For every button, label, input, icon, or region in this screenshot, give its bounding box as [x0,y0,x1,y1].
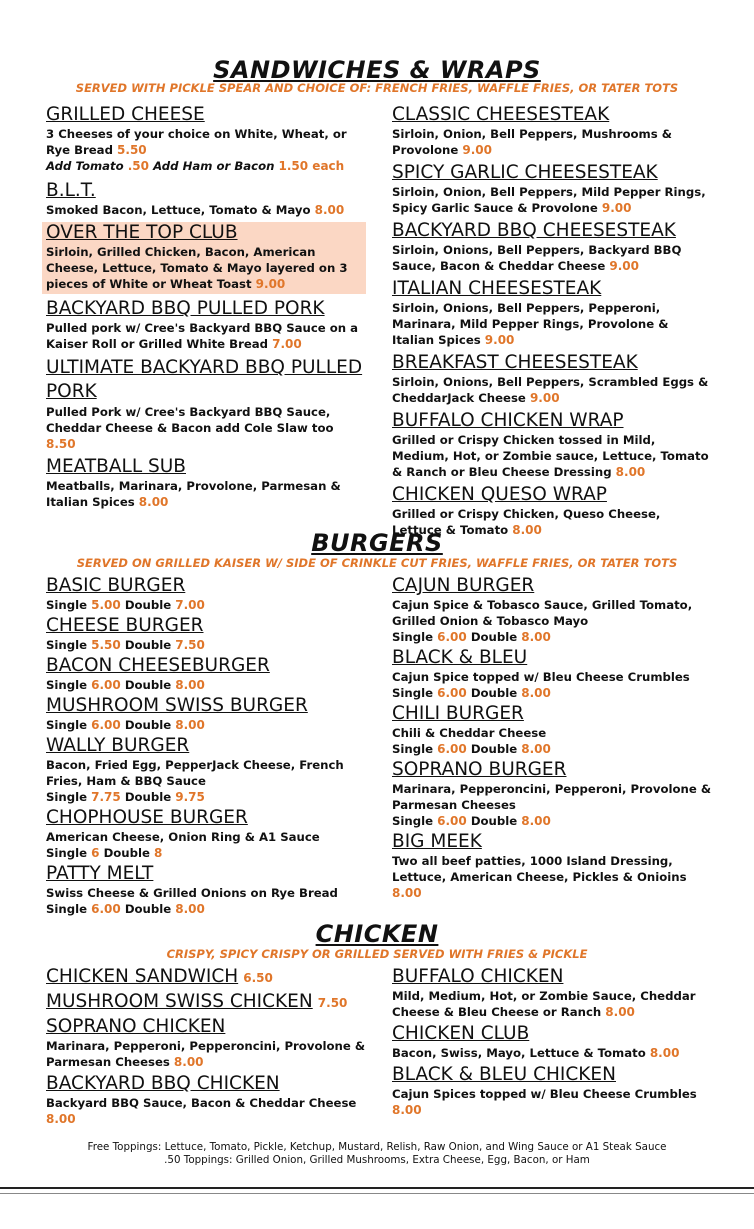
double-label: Double [470,686,518,700]
double-label: Double [470,742,518,756]
item-price: 8.00 [392,1103,422,1117]
item-name: CLASSIC CHEESESTEAK [392,104,610,125]
double-price: 8 [154,846,163,860]
menu-item-over-the-top-club [42,222,366,294]
menu-item-backyard-bbq-chicken [46,1073,366,1127]
burgers-left-column [46,575,366,917]
single-label: Single [392,686,434,700]
menu-item-cheese-burger [46,615,366,653]
item-desc: Bacon, Fried Egg, PepperJack Cheese, French Fries, Ham & BBQ Sauce [46,758,344,788]
item-name: WALLY BURGER [46,735,190,756]
single-label: Single [46,718,88,732]
item-name: BACKYARD BBQ CHEESESTEAK [392,220,676,241]
item-name: CAJUN BURGER [392,575,535,596]
sandwiches-right-column [392,104,712,538]
item-name: BACKYARD BBQ CHICKEN [46,1073,280,1094]
item-name: BUFFALO CHICKEN [392,966,564,987]
item-desc: Chili & Cheddar Cheese [392,726,547,740]
item-name: BLACK & BLEU CHICKEN [392,1064,616,1085]
item-name: MUSHROOM SWISS CHICKEN [46,991,313,1012]
sandwiches-left-column [46,104,364,510]
single-price: 6.00 [91,902,121,916]
double-price: 8.00 [175,678,205,692]
item-desc: Marinara, Pepperoncini, Pepperoni, Provolone & Parmesan Cheeses [392,782,712,812]
item-name: MUSHROOM SWISS BURGER [46,695,308,716]
toppings-footer [0,1141,754,1167]
single-price: 6.00 [91,718,121,732]
item-price: 9.00 [529,391,560,405]
double-label: Double [124,598,172,612]
menu-item-backyard-bbq-cheesesteak [392,220,712,274]
item-desc: Backyard BBQ Sauce, Bacon & Cheddar Cheese [46,1096,357,1110]
item-name: CHOPHOUSE BURGER [46,807,248,828]
item-price: 6.50 [243,971,273,985]
burgers-right-column [392,575,712,901]
item-price: 8.00 [392,886,422,900]
item-desc: Meatballs, Marinara, Provolone, Parmesan & Italian Spices [46,479,341,509]
single-label: Single [392,814,434,828]
item-name: SOPRANO CHICKEN [46,1016,226,1037]
item-desc: Pulled Pork w/ Cree's Backyard BBQ Sauce, Cheddar Cheese & Bacon add Cole Slaw too [46,405,334,435]
item-name: PATTY MELT [46,863,154,884]
menu-item-soprano-burger [392,759,712,829]
single-price: 6.00 [437,742,467,756]
single-label: Single [392,742,434,756]
single-label: Single [46,790,88,804]
burgers-subtitle: SERVED ON GRILLED KAISER W/ SIDE OF CRINKLE CUT FRIES, WAFFLE FRIES, OR TATER TOTS [76,556,678,570]
item-desc: Sirloin, Onions, Bell Peppers, Backyard BBQ Sauce, Bacon & Cheddar Cheese [392,243,682,273]
item-name: MEATBALL SUB [46,456,186,477]
menu-item-buffalo-chicken [392,966,712,1020]
menu-item-grilled-cheese [46,104,364,174]
menu-item-mushroom-swiss-burger [46,695,366,733]
menu-item-black-bleu-chicken [392,1064,712,1118]
chicken-subtitle: CRISPY, SPICY CRISPY OR GRILLED SERVED WITH FRIES & PICKLE [166,947,588,961]
single-label: Single [46,678,88,692]
item-desc: Sirloin, Onion, Bell Peppers, Mushrooms & Provolone [392,127,672,157]
double-label: Double [124,718,172,732]
item-price: 8.00 [138,495,169,509]
add-on-price: .50 [127,159,150,173]
double-price: 8.00 [521,814,551,828]
single-label: Single [46,638,88,652]
item-price: 7.50 [317,996,348,1010]
menu-item-big-meek [392,831,712,901]
item-name: SPICY GARLIC CHEESESTEAK [392,162,658,183]
item-price: 9.00 [462,143,492,157]
single-price: 5.50 [91,638,121,652]
double-label: Double [124,678,172,692]
double-price: 8.00 [521,742,551,756]
item-price: 9.00 [609,259,639,273]
item-price: 9.00 [255,277,286,291]
item-desc: Sirloin, Onions, Bell Peppers, Scrambled Eggs & CheddarJack Cheese [392,375,709,405]
item-name: BUFFALO CHICKEN WRAP [392,410,624,431]
single-price: 7.75 [91,790,121,804]
menu-item-black-bleu [392,647,712,701]
item-desc: Sirloin, Onions, Bell Peppers, Pepperoni, Marinara, Mild Pepper Rings, Provolone & Italian Spices [392,301,669,347]
add-on-note: Add Ham or Bacon [153,159,275,173]
item-desc: 3 Cheeses of your choice on White, Wheat, or Rye Bread [46,127,347,157]
single-price: 5.00 [91,598,121,612]
free-toppings-text: Free Toppings: Lettuce, Tomato, Pickle, Ketchup, Mustard, Relish, Raw Onion, and Wing Sauce or A1 Steak Sauce [87,1141,667,1153]
double-label: Double [470,814,518,828]
menu-item-basic-burger [46,575,366,613]
menu-item-breakfast-cheesesteak [392,352,712,406]
item-price: 5.50 [117,143,147,157]
double-label: Double [124,638,172,652]
item-price: 8.00 [173,1055,204,1069]
item-desc: Marinara, Pepperoni, Pepperoncini, Provolone & Parmesan Cheeses [46,1039,366,1069]
item-price: 8.00 [314,203,345,217]
item-price: 8.00 [649,1046,680,1060]
double-label: Double [124,790,172,804]
double-price: 8.00 [175,718,205,732]
menu-item-ultimate-bbq-pulled-pork [46,356,364,452]
item-name: GRILLED CHEESE [46,104,205,125]
item-price: 9.00 [484,333,515,347]
menu-item-wally-burger [46,735,366,805]
item-name: OVER THE TOP CLUB [46,222,238,243]
item-desc: Pulled pork w/ Cree's Backyard BBQ Sauce on a Kaiser Roll or Grilled White Bread [46,321,359,351]
sandwiches-subtitle: SERVED WITH PICKLE SPEAR AND CHOICE OF: FRENCH FRIES, WAFFLE FRIES, OR TATER TOTS [75,81,679,95]
item-desc: Smoked Bacon, Lettuce, Tomato & Mayo [46,203,311,217]
item-desc: Mild, Medium, Hot, or Zombie Sauce, Cheddar Cheese & Bleu Cheese or Ranch [392,989,696,1019]
single-price: 6.00 [91,678,121,692]
item-name: ULTIMATE BACKYARD BBQ PULLED PORK [46,357,363,402]
item-desc: Grilled or Crispy Chicken, Queso Cheese, Lettuce & Tomato [392,507,661,537]
item-name: BACON CHEESEBURGER [46,655,270,676]
item-name: CHILI BURGER [392,703,524,724]
double-label: Double [470,630,518,644]
menu-item-chophouse-burger [46,807,366,861]
single-label: Single [46,902,88,916]
double-price: 9.75 [175,790,205,804]
item-desc: Cajun Spice topped w/ Bleu Cheese Crumbles [392,670,690,684]
chicken-left-column [46,966,366,1127]
single-label: Single [46,846,88,860]
menu-item-mushroom-swiss-chicken [46,991,366,1013]
single-price: 6.00 [437,814,467,828]
single-label: Single [46,598,88,612]
item-price: 8.00 [512,523,542,537]
item-desc: Two all beef patties, 1000 Island Dressing, Lettuce, American Cheese, Pickles & Onioins [392,854,687,884]
menu-item-classic-cheesesteak [392,104,712,158]
item-desc: Cajun Spices topped w/ Bleu Cheese Crumbles [392,1087,697,1101]
add-on-price: 1.50 each [278,159,345,173]
chicken-right-column [392,966,712,1118]
double-price: 8.00 [521,686,551,700]
single-price: 6 [91,846,100,860]
item-desc: Bacon, Swiss, Mayo, Lettuce & Tomato [392,1046,646,1060]
sandwiches-title: SANDWICHES & WRAPS [213,56,541,84]
double-label: Double [103,846,150,860]
item-name: BLACK & BLEU [392,647,528,668]
menu-item-chicken-club [392,1023,712,1061]
menu-item-buffalo-chicken-wrap [392,410,712,480]
double-price: 8.00 [521,630,551,644]
single-label: Single [392,630,434,644]
item-name: BACKYARD BBQ PULLED PORK [46,298,325,319]
item-name: CHICKEN SANDWICH [46,966,239,987]
add-on-note: Add Tomato [46,159,124,173]
item-desc: Sirloin, Onion, Bell Peppers, Mild Pepper Rings, Spicy Garlic Sauce & Provolone [392,185,706,215]
item-desc: Sirloin, Grilled Chicken, Bacon, American Cheese, Lettuce, Tomato & Mayo layered on 3 pieces of White or Wheat Toast [46,245,348,291]
item-desc: Swiss Cheese & Grilled Onions on Rye Bread [46,886,338,900]
menu-item-cajun-burger [392,575,712,645]
item-name: CHEESE BURGER [46,615,204,636]
double-price: 7.00 [175,598,205,612]
double-price: 7.50 [175,638,205,652]
burgers-title: BURGERS [311,529,443,557]
menu-item-spicy-garlic-cheesesteak [392,162,712,216]
item-desc: Cajun Spice & Tobasco Sauce, Grilled Tomato, Grilled Onion & Tobasco Mayo [392,598,693,628]
item-price: 8.00 [46,1112,76,1126]
item-name: BREAKFAST CHEESESTEAK [392,352,638,373]
chicken-title: CHICKEN [315,920,439,948]
item-name: SOPRANO BURGER [392,759,567,780]
item-name: BIG MEEK [392,831,482,852]
item-name: ITALIAN CHEESESTEAK [392,278,602,299]
item-desc: Grilled or Crispy Chicken tossed in Mild, Medium, Hot, or Zombie sauce, Lettuce, Tomato & Ranch or Bleu Cheese Dressing [392,433,709,479]
item-price: 8.00 [615,465,646,479]
item-price: 7.00 [272,337,302,351]
paid-toppings-text: .50 Toppings: Grilled Onion, Grilled Mushrooms, Extra Cheese, Egg, Bacon, or Ham [164,1154,590,1166]
menu-item-bacon-cheeseburger [46,655,366,693]
single-price: 6.00 [437,686,467,700]
double-label: Double [124,902,172,916]
item-desc: American Cheese, Onion Ring & A1 Sauce [46,830,320,844]
menu-item-patty-melt [46,863,366,917]
item-name: CHICKEN QUESO WRAP [392,484,607,505]
item-name: BASIC BURGER [46,575,186,596]
item-price: 8.50 [46,437,76,451]
item-name: B.L.T. [46,180,96,201]
menu-item-blt [46,180,364,218]
item-price: 9.00 [601,201,632,215]
menu-item-chili-burger [392,703,712,757]
menu-item-meatball-sub [46,456,364,510]
menu-item-chicken-sandwich [46,966,366,988]
bottom-divider-thin [0,1193,754,1194]
item-price: 8.00 [605,1005,635,1019]
menu-item-soprano-chicken [46,1016,366,1070]
menu-item-backyard-bbq-pulled-pork [46,298,364,352]
item-name: CHICKEN CLUB [392,1023,530,1044]
single-price: 6.00 [437,630,467,644]
bottom-divider [0,1187,754,1189]
menu-item-italian-cheesesteak [392,278,712,348]
double-price: 8.00 [175,902,205,916]
